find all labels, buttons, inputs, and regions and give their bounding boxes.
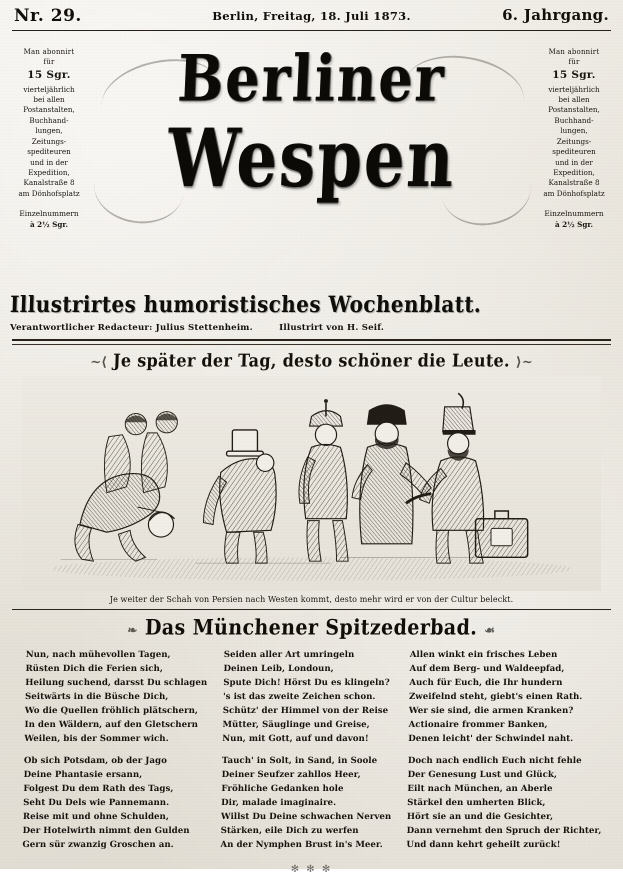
poem-line: Nun, mit Gott, auf und davon! <box>222 733 369 744</box>
left-line-6: Buchhand- <box>29 115 69 125</box>
right-price: 15 Sgr. <box>552 69 596 82</box>
poem-line: Stärkel den umherten Blick, <box>407 798 546 809</box>
poem-ornament-right-icon: ☙ <box>484 623 496 637</box>
masthead-title-area <box>88 31 535 266</box>
left-single-copy-label: Einzelnummern <box>19 209 79 219</box>
right-line-1: Man abonnirt <box>548 48 600 56</box>
right-line-3: vierteljährlich <box>548 84 600 94</box>
poem-line: Wo die Quellen fröhlich plätschern, <box>24 705 199 716</box>
right-line-5: Postanstalten, <box>548 105 600 115</box>
ornament-left-icon: ~⟨ <box>90 355 108 371</box>
masthead <box>10 31 613 266</box>
poem-line: An der Nymphen Brust in's Meer. <box>220 839 383 850</box>
poem-stanza <box>22 755 206 852</box>
poem-line: Allen winkt ein frisches Leben <box>409 650 558 660</box>
poem-stanza <box>408 649 604 746</box>
poem-line: Deine Phantasie ersann, <box>23 770 143 781</box>
poem-line: Der Genesung Lust und Glück, <box>407 770 558 781</box>
poem-line: Spute Dich! Hörst Du es klingeln? <box>223 677 390 688</box>
poem-line: Und dann kehrt geheilt zurück! <box>406 839 561 850</box>
poem-line: Der Hotelwirth nimmt den Gulden <box>22 826 190 837</box>
masthead-top-row <box>10 6 613 28</box>
left-line-13: am Dönhofsplatz <box>18 188 80 198</box>
right-single-copy-price: à 2½ Sgr. <box>554 220 593 230</box>
poem-line: Schütz' der Himmel von der Reise <box>222 705 389 716</box>
rule-under-masthead <box>12 339 611 345</box>
right-single-copy-label: Einzelnummern <box>544 209 604 219</box>
poem-title-text: Das Münchener Spitzederbad. <box>144 615 478 641</box>
poem-line: Doch nach endlich Euch nicht fehle <box>408 756 582 767</box>
editor-credit: Verantwortlicher Redacteur: Julius Stettenheim. <box>10 323 253 333</box>
right-line-7: lungen, <box>560 126 588 136</box>
masthead-title-line-2: Wespen <box>165 112 458 207</box>
left-single-copy-price: à 2½ Sgr. <box>29 220 68 230</box>
poem-line: Eilt nach München, an Aberle <box>407 784 553 795</box>
right-line-10: und in der <box>555 157 593 167</box>
masthead-subtitle: Illustrirtes humoristisches Wochenblatt. <box>9 290 482 318</box>
poem-line: Gern sür zwanzig Groschen an. <box>22 839 174 850</box>
poem-line: Deiner Seufzer zahllos Heer, <box>221 770 361 781</box>
poem-line: 's ist das zweite Zeichen schon. <box>222 691 376 702</box>
poem-line: Rüsten Dich die Ferien sich, <box>25 663 164 674</box>
poem-line: Mütter, Säuglinge und Greise, <box>222 719 370 730</box>
poem-line: Folgest Du dem Rath des Tags, <box>23 784 174 795</box>
masthead-title-line-1: Berliner <box>176 40 447 116</box>
poem-line: Dir, malade imaginaire. <box>221 798 337 809</box>
figure-tophat-man <box>203 430 276 563</box>
poem-title <box>10 616 614 641</box>
poem-line: Hört sie an und die Gesichter, <box>407 812 554 823</box>
left-price: 15 Sgr. <box>27 69 71 82</box>
cartoon-headline <box>10 350 614 371</box>
poem-column-1 <box>22 649 208 862</box>
right-line-9: spediteuren <box>552 147 596 157</box>
figure-bowing-left <box>75 412 178 562</box>
left-line-10: und in der <box>30 157 68 167</box>
left-line-7: lungen, <box>35 126 63 136</box>
poem-line: Willst Du Deine schwachen Nerven <box>220 812 392 823</box>
poem-line: Tauch' in Solt, in Sand, in Soole <box>221 756 378 767</box>
poem-stanza <box>220 755 392 852</box>
poem-line: Wer sie sind, die armen Kranken? <box>408 705 574 716</box>
ornament-right-icon: ⟩~ <box>515 355 533 371</box>
poem-columns <box>22 649 602 862</box>
right-line-13: am Dönhofsplatz <box>543 188 605 198</box>
poem-line: Heilung suchend, darsst Du schlagen <box>25 677 208 688</box>
subscription-box-left <box>10 31 88 266</box>
poem-stanza <box>24 649 208 746</box>
poem-line: In den Wäldern, auf den Gletschern <box>24 719 199 730</box>
left-line-2: für <box>43 58 55 67</box>
cartoon-illustration-drawing <box>22 376 601 591</box>
cartoon-headline-text: Je später der Tag, desto schöner die Leute. <box>112 350 511 371</box>
place-and-date: Berlin, Freitag, 18. Juli 1873. <box>212 9 411 23</box>
right-line-4: bei allen <box>558 94 590 104</box>
poem-line: Ob sich Potsdam, ob der Jago <box>23 756 167 767</box>
left-line-4: bei allen <box>33 94 65 104</box>
left-line-11: Expedition, <box>28 168 70 177</box>
illustrator-credit: Illustrirt von H. Seif. <box>279 323 385 333</box>
right-line-11: Expedition, <box>553 168 595 177</box>
poem-line: Reise mit und ohne Schulden, <box>22 812 170 823</box>
right-line-12: Kanalstraße 8 <box>548 178 600 188</box>
poem-line: Auf dem Berg- und Waldeepfad, <box>409 663 565 674</box>
poem-line: Weilen, bis der Sommer wich. <box>24 733 169 744</box>
issue-number: Nr. 29. <box>14 6 82 26</box>
poem-line: Denen leicht' der Schwindel naht. <box>408 733 574 744</box>
poem-ornament-left-icon: ❧ <box>127 623 139 637</box>
right-line-2: für <box>568 58 580 67</box>
poem-line: Stärken, eile Dich zu werfen <box>220 826 359 837</box>
subscription-box-right <box>535 31 613 266</box>
volume-label: 6. Jahrgang. <box>502 6 609 24</box>
poem-line: Actionaire frommer Banken, <box>408 719 549 730</box>
figure-soldier-helmet <box>299 399 348 561</box>
cartoon-caption: Je weiter der Schah von Persien nach Westen kommt, desto mehr wird er von der Cultur beleckt. <box>109 595 514 604</box>
left-line-9: spediteuren <box>27 147 71 157</box>
poem-line: Nun, nach mühevollen Tagen, <box>25 650 171 660</box>
right-line-8: Zeitungs- <box>556 136 592 146</box>
masthead-credits <box>10 323 613 333</box>
poem-line: Deinen Leib, Londoun, <box>223 663 334 674</box>
left-line-8: Zeitungs- <box>31 136 67 146</box>
right-line-6: Buchhand- <box>554 115 594 125</box>
poem-column-3 <box>406 649 604 862</box>
poem-line: Seht Du Dels wie Pannemann. <box>23 798 170 809</box>
poem-line: Seitwärts in die Büsche Dich, <box>24 691 169 702</box>
poem-column-2 <box>220 649 394 862</box>
poem-line: Auch für Euch, die Ihr hundern <box>409 677 563 688</box>
poem-line: Dann vernehmt den Spruch der Richter, <box>406 826 602 837</box>
rule-under-cartoon <box>12 609 611 610</box>
figure-shah-handshake <box>352 405 431 544</box>
poem-stanza <box>407 755 603 852</box>
poem-line: Fröhliche Gedanken hole <box>221 784 344 795</box>
left-line-5: Postanstalten, <box>23 105 75 115</box>
left-line-1: Man abonnirt <box>23 48 75 56</box>
left-line-12: Kanalstraße 8 <box>23 178 75 188</box>
poem-stanza <box>222 649 394 746</box>
poem-end-ornament: ✻ ✻ ✻ <box>290 863 333 875</box>
figure-officer-shako <box>406 393 528 563</box>
poem-line: Zweifelnd steht, giebt's einen Rath. <box>409 691 583 702</box>
poem-line: Seiden aller Art umringeln <box>223 650 355 660</box>
cartoon-illustration <box>22 376 601 591</box>
left-line-3: vierteljährlich <box>23 84 75 94</box>
